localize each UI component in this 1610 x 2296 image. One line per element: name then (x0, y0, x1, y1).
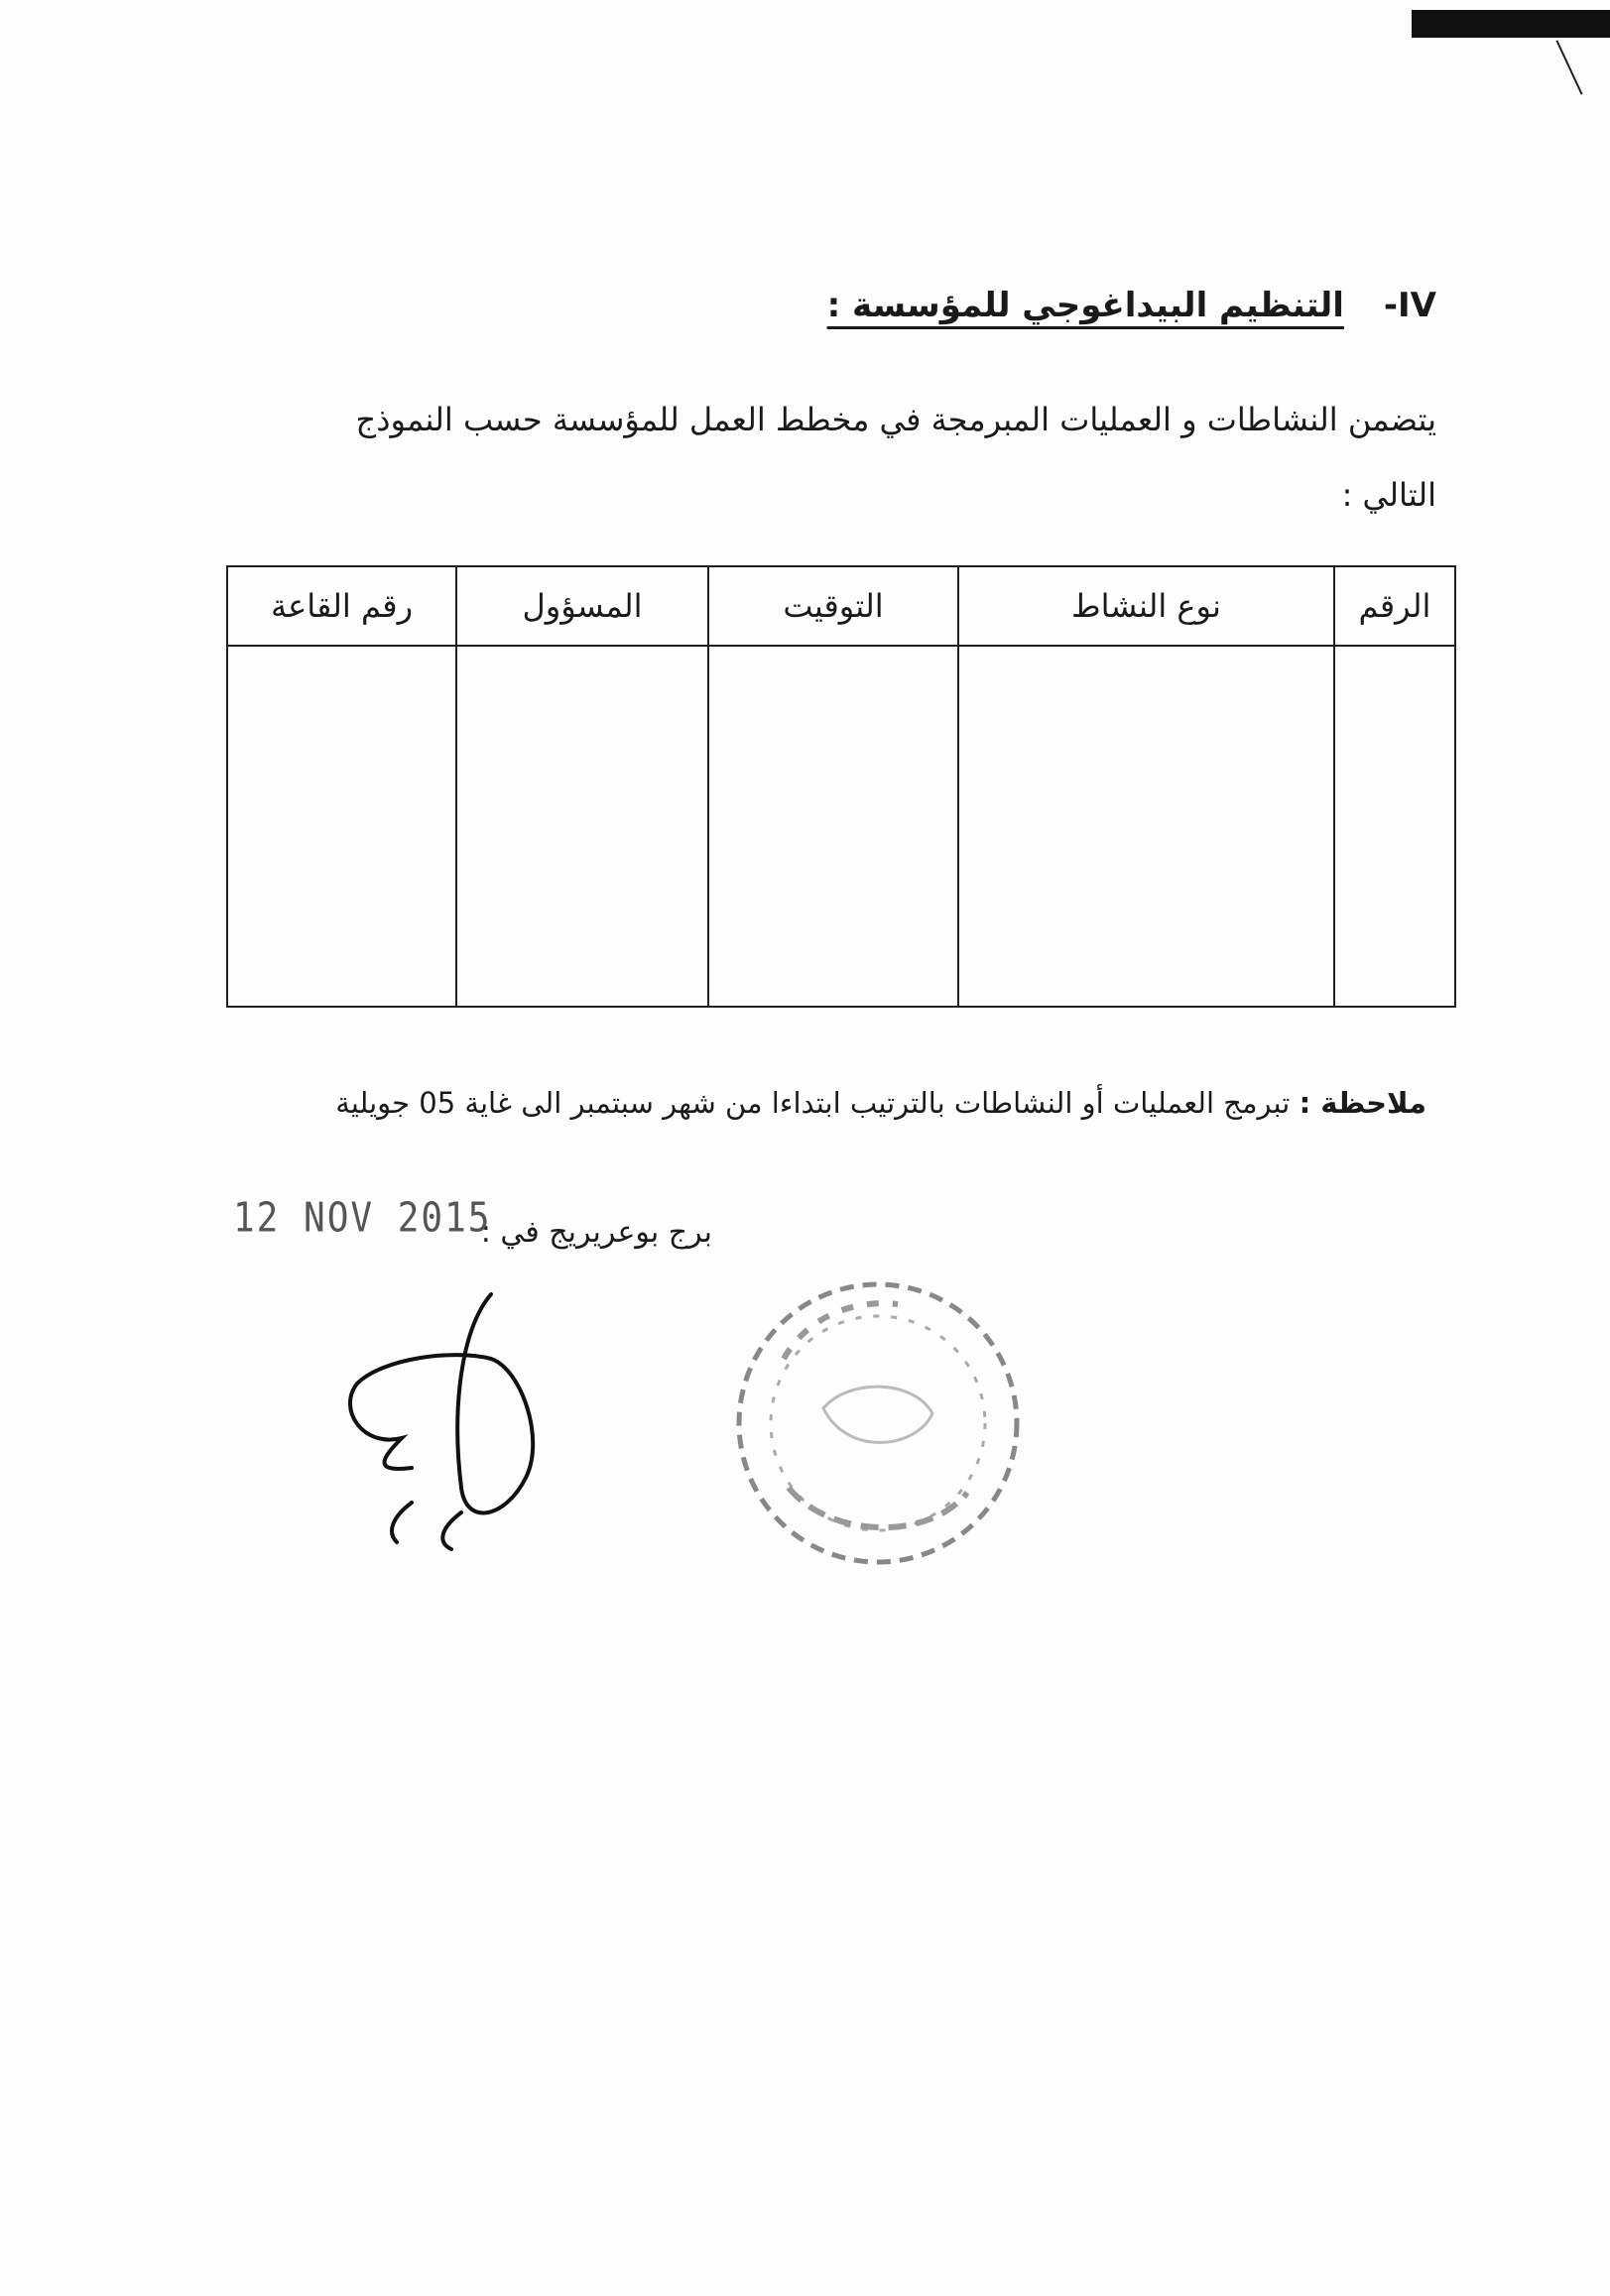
table-cell (1334, 646, 1455, 1007)
table-row (227, 646, 1455, 1007)
table-cell (958, 646, 1334, 1007)
header-number: الرقم (1334, 566, 1455, 646)
header-timing: التوقيت (708, 566, 958, 646)
header-responsible: المسؤول (456, 566, 708, 646)
official-seal-icon (729, 1260, 1037, 1577)
note-text: تبرمج العمليات أو النشاطات بالترتيب ابتداءا من شهر سبتمبر الى غاية 05 جويلية (335, 1086, 1291, 1120)
note (335, 1086, 1426, 1120)
section-title: التنظيم البيداغوجي للمؤسسة : (826, 286, 1344, 325)
activities-table (226, 565, 1456, 1008)
table-cell (708, 646, 958, 1007)
place-date-line: برج بوعريريج في : (480, 1215, 712, 1250)
scan-corner-mark (1412, 10, 1610, 38)
note-label: ملاحظة : (1299, 1086, 1426, 1120)
intro-paragraph: يتضمن النشاطات و العمليات المبرمجة في مخطط العمل للمؤسسة حسب النموذج التالي : (355, 401, 1436, 514)
section-number: IV- (1383, 286, 1436, 325)
table-header-row (227, 566, 1455, 646)
date-stamp: 12 NOV 2015 (233, 1194, 492, 1243)
header-room-number: رقم القاعة (227, 566, 456, 646)
table-cell (227, 646, 456, 1007)
signature-icon (342, 1289, 570, 1557)
header-activity-type: نوع النشاط (958, 566, 1334, 646)
section-heading (827, 286, 1436, 325)
table-cell (456, 646, 708, 1007)
